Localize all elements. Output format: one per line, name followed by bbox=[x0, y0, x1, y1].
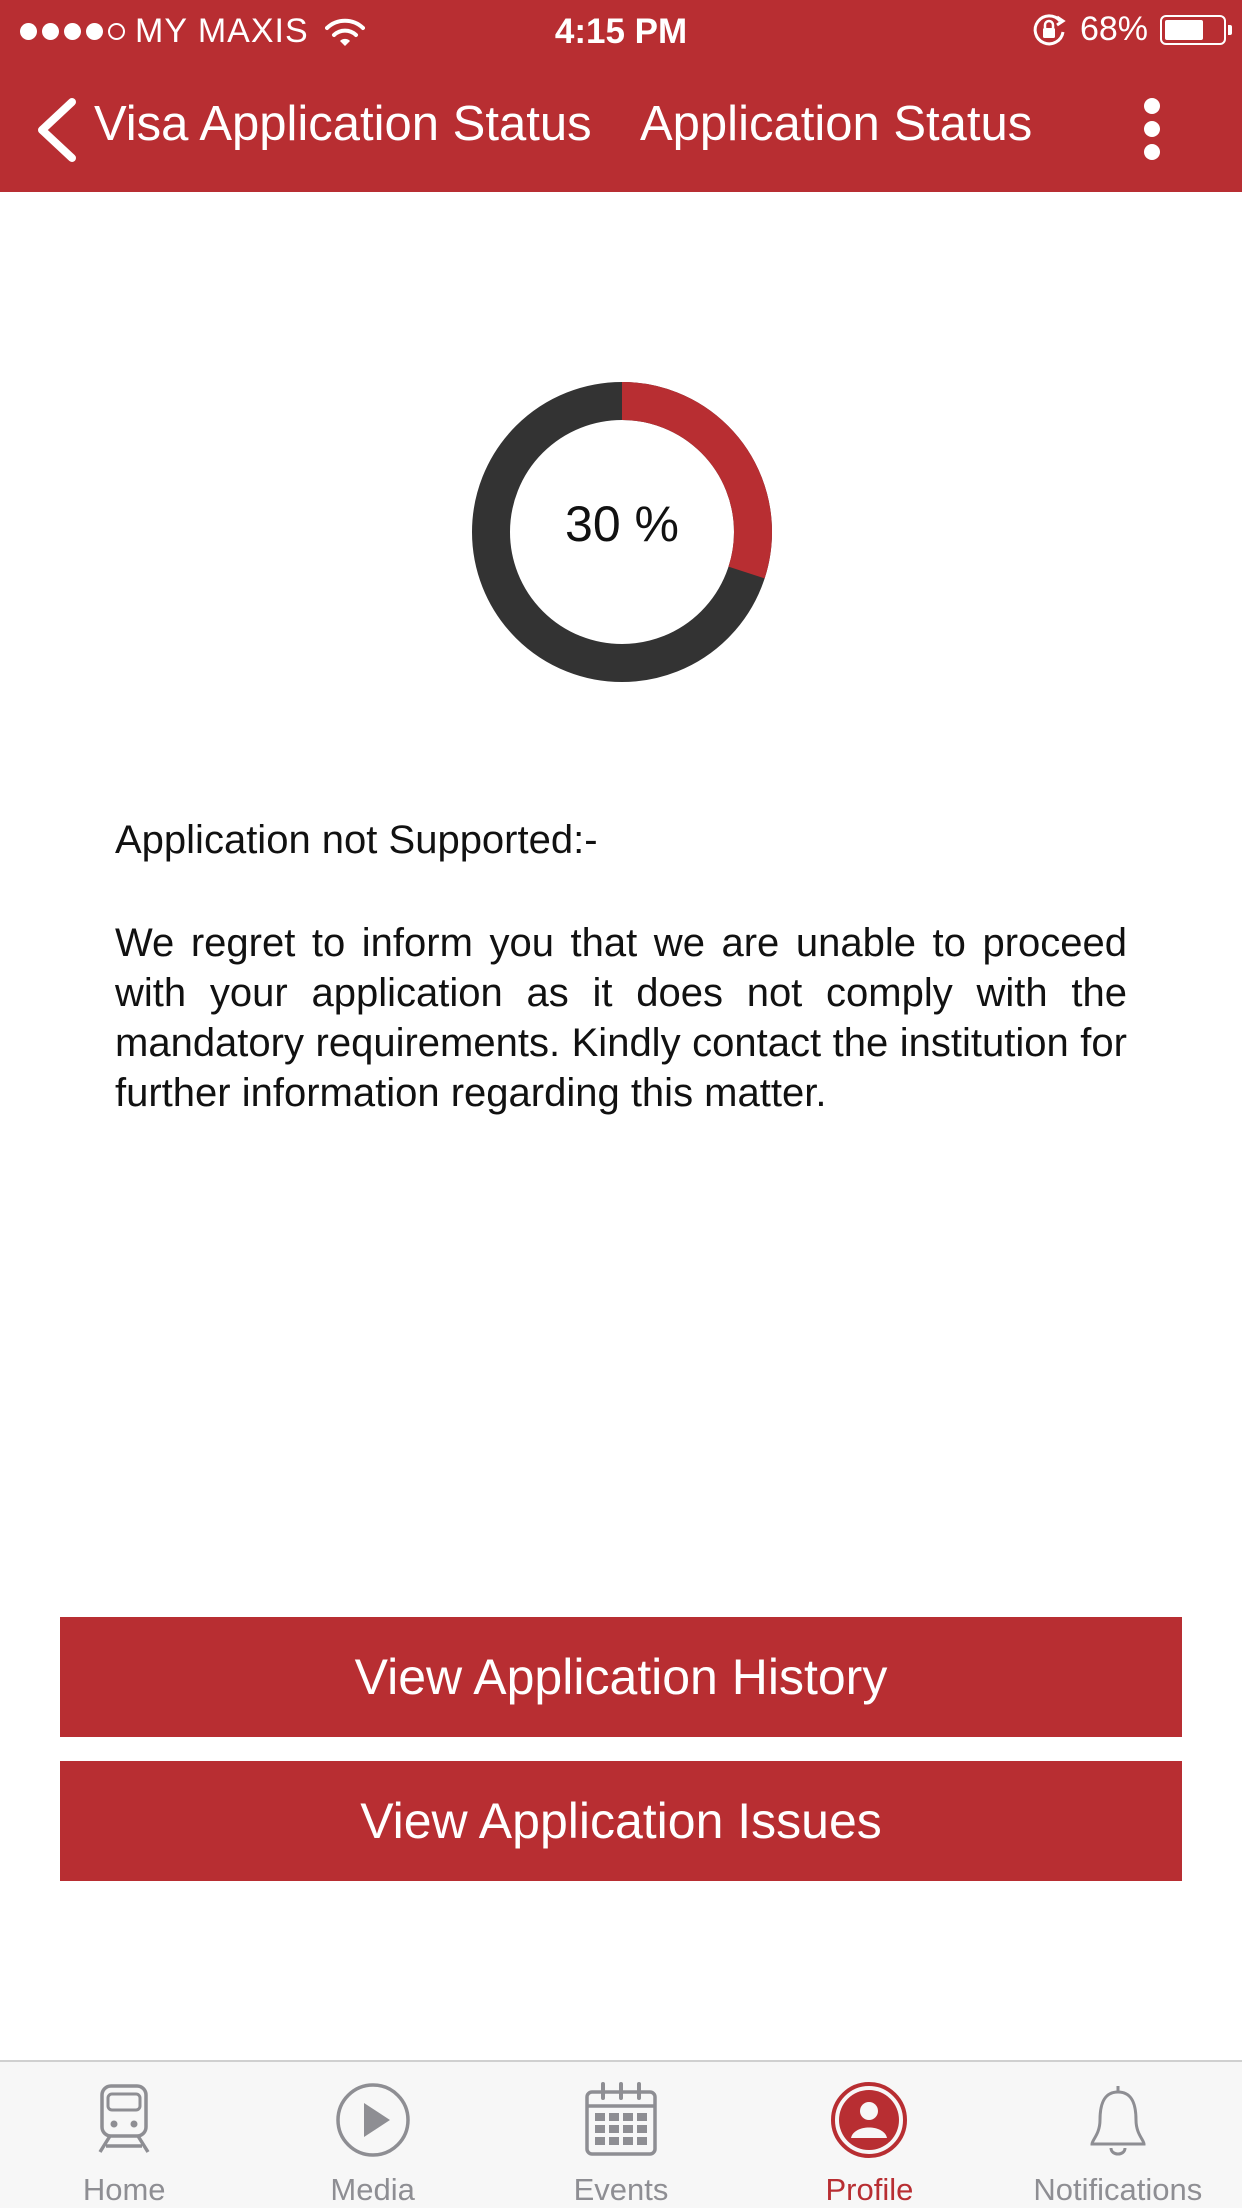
status-right bbox=[1030, 10, 1226, 49]
tab-bar bbox=[0, 2060, 1242, 2208]
rotation-lock-icon bbox=[1030, 11, 1068, 49]
chevron-left-icon[interactable] bbox=[28, 94, 88, 164]
status-bar bbox=[0, 0, 1242, 62]
train-icon bbox=[84, 2080, 164, 2160]
back-button[interactable]: Visa Application Status bbox=[94, 97, 592, 151]
battery-fill bbox=[1165, 20, 1203, 40]
progress-percentage: 30 % bbox=[565, 496, 679, 552]
status-message-title: Application not Supported:- bbox=[115, 818, 598, 862]
app-header bbox=[0, 0, 1242, 192]
tab-media[interactable] bbox=[248, 2062, 496, 2208]
profile-icon bbox=[829, 2080, 909, 2160]
tab-profile-label: Profile bbox=[825, 2172, 914, 2207]
view-application-issues-button[interactable]: View Application Issues bbox=[60, 1761, 1182, 1881]
status-time: 4:15 PM bbox=[554, 12, 688, 51]
tab-notifications[interactable] bbox=[994, 2062, 1242, 2208]
tab-media-label: Media bbox=[330, 2172, 415, 2207]
tab-profile[interactable] bbox=[745, 2062, 993, 2208]
tab-notifications-label: Notifications bbox=[1033, 2172, 1203, 2207]
tab-events[interactable] bbox=[497, 2062, 745, 2208]
view-application-history-button[interactable]: View Application History bbox=[60, 1617, 1182, 1737]
carrier-name: MY MAXIS bbox=[135, 12, 309, 50]
play-icon bbox=[333, 2080, 413, 2160]
bell-icon bbox=[1078, 2080, 1158, 2160]
tab-home-label: Home bbox=[82, 2172, 166, 2207]
calendar-icon bbox=[581, 2080, 661, 2160]
tab-events-label: Events bbox=[573, 2172, 669, 2207]
status-message-body: We regret to inform you that we are unable to proceed with your application as it does not comply with the mandatory requirements. Kindly contact the institution for further information regarding this matter. bbox=[115, 921, 1127, 1115]
page-title: Application Status bbox=[640, 97, 1033, 151]
battery-icon bbox=[1160, 15, 1226, 45]
battery-percent: 68% bbox=[1079, 10, 1148, 48]
more-vertical-icon[interactable] bbox=[1130, 92, 1174, 166]
tab-home[interactable] bbox=[0, 2062, 248, 2208]
navigation-bar bbox=[0, 74, 1242, 178]
